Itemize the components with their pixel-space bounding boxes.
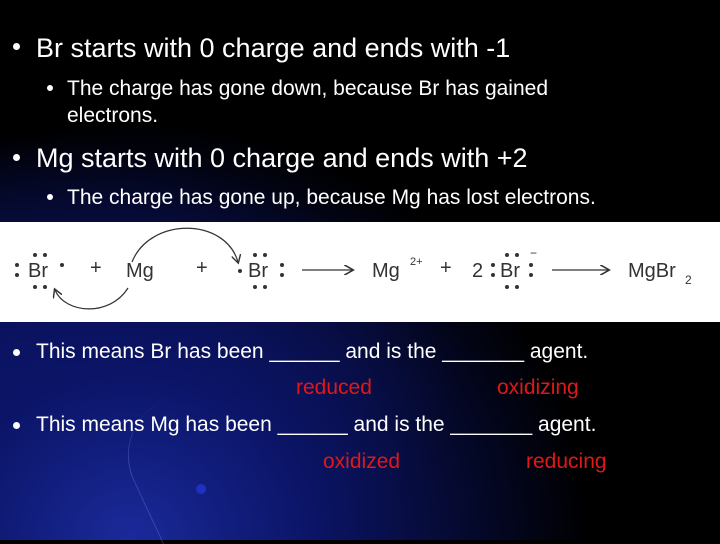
bullet-2-text: Mg starts with 0 charge and ends with +2 [36,143,528,173]
decorative-dot [196,484,206,494]
bullet-1-sub-dot [47,85,53,91]
bullet-3-text: This means Br has been ______ and is the _______ agent. [36,340,589,363]
bullet-3-dot [13,349,20,356]
bullet-1-sub-line-2: electrons. [67,104,159,127]
eq-mg-ion: Mg [372,260,400,282]
eq-product-subscript: 2 [685,273,692,287]
bullet-2-sub-dot [47,194,53,200]
eq-plus-2: + [196,257,208,279]
bullet-4-text: This means Mg has been ______ and is the _______ agent. [36,413,597,436]
eq-product: MgBr [628,260,676,282]
bullet-1-dot [13,43,20,50]
bullet-4-answer-oxidized: oxidized [323,450,401,473]
bullet-2-dot [13,154,20,161]
eq-mg: Mg [126,260,154,282]
eq-br-1: Br [28,260,48,282]
bullet-3-answer-reduced: reduced [296,376,372,399]
bullet-4-answer-reducing: reducing [526,450,607,473]
equation-panel [0,222,720,322]
bullet-4-dot [13,422,20,429]
eq-br-2: Br [248,260,268,282]
eq-plus-1: + [90,257,102,279]
electron-arrow-left [55,288,128,309]
eq-br-charge: − [530,246,538,260]
eq-mg-charge: 2+ [410,256,423,268]
electron-arrow-right [132,228,238,262]
eq-plus-3: + [440,257,452,279]
bullet-1-text: Br starts with 0 charge and ends with -1 [36,33,511,63]
bullet-3-answer-oxidizing: oxidizing [497,376,579,399]
eq-br-ion: Br [500,260,520,282]
bullet-1-sub-line-1: The charge has gone down, because Br has gained [67,77,549,100]
eq-coef-2: 2 [472,260,484,282]
equation-diagram [0,222,720,322]
bullet-2-sub-text: The charge has gone up, because Mg has lost electrons. [67,186,596,209]
